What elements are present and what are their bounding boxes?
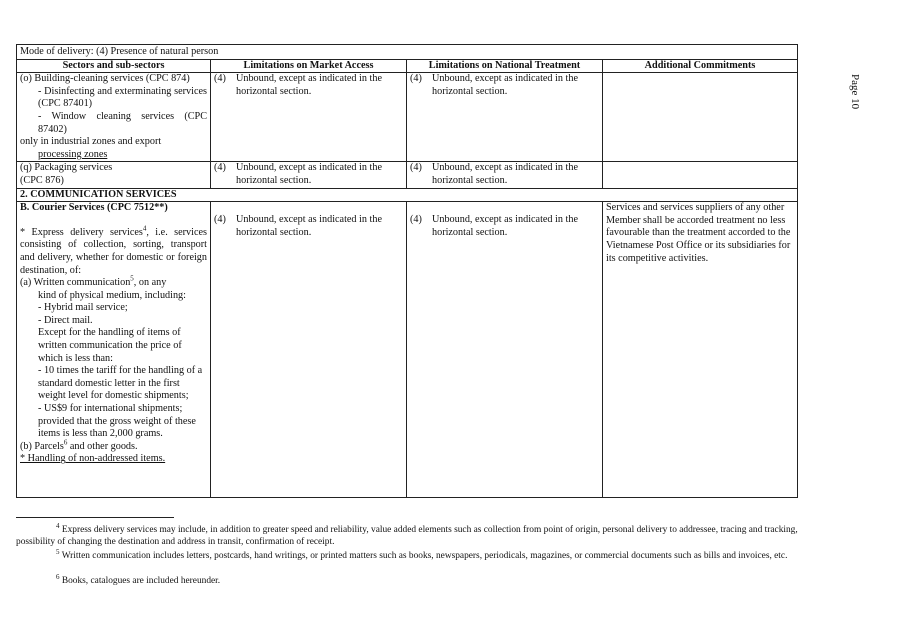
direct-mail-line: - Direct mail. xyxy=(38,314,93,326)
physical-medium-line: kind of physical medium, including: xyxy=(38,289,186,301)
parcels-line: (b) Parcels$^6$ and other goods. xyxy=(20,438,138,452)
ma-o-num: (4) xyxy=(214,73,226,85)
row-communication-header xyxy=(17,188,798,202)
nt-cell-q xyxy=(407,162,603,188)
sector-cell-o xyxy=(17,73,211,162)
nt-courier-num: (4) xyxy=(410,214,422,226)
additional-cell-o xyxy=(603,73,798,162)
additional-courier-text: Services and services suppliers of any other Member shall be accorded treatment no less favourable than the treatment accorded to the Vietnamese Post Office or its subsidiaries for its competitive activities. xyxy=(606,202,791,264)
nt-courier-text: Unbound, except as indicated in the horizontal section. xyxy=(432,214,578,238)
row-building-cleaning xyxy=(17,73,798,162)
sector-o-title: (o) Building-cleaning services (CPC 874) xyxy=(20,73,190,85)
footnote-6 xyxy=(16,572,800,587)
additional-cell-courier xyxy=(603,202,798,498)
nt-q-text: Unbound, except as indicated in the horizontal section. xyxy=(432,162,578,186)
ma-q-text: Unbound, except as indicated in the horizontal section. xyxy=(236,162,382,186)
ma-cell-courier xyxy=(211,202,407,498)
footnote-5 xyxy=(16,547,800,562)
express-delivery-text: * Express delivery services$^4$, i.e. services consisting of collection, sorting, transport and delivery, whether for domestic or foreign destination, of: xyxy=(20,224,207,276)
ma-cell-q xyxy=(211,162,407,188)
provided-line: provided that the gross weight of these items is less than 2,000 grams. xyxy=(38,415,196,440)
footnote-6-marker: 6 xyxy=(56,572,60,581)
sector-o-zones-2: processing zones xyxy=(38,148,108,160)
written-comm-line: (a) Written communication$^5$, on any xyxy=(20,274,167,289)
except-line: Except for the handling of items of written communication the price of which is less than: xyxy=(38,327,182,364)
additional-cell-q xyxy=(603,162,798,188)
header-additional-commitments: Additional Commitments xyxy=(603,59,798,73)
courier-title: B. Courier Services (CPC 7512**) xyxy=(20,202,168,214)
us9-line: - US$9 for international shipments; xyxy=(38,403,183,415)
non-addressed-line: * Handling of non-addressed items. xyxy=(20,453,166,465)
tariff-line: - 10 times the tariff for the handling of a standard domestic letter in the first weight level for domestic shipments; xyxy=(38,365,203,402)
sector-o-window: - Window cleaning services (CPC 87402) xyxy=(38,110,207,135)
footnote-4 xyxy=(16,521,800,548)
ma-q-num: (4) xyxy=(214,162,226,174)
ma-o-text: Unbound, except as indicated in the horizontal section. xyxy=(236,73,382,97)
schedule-table-container xyxy=(16,44,797,498)
sector-o-disinfecting: - Disinfecting and exterminating services (CPC 87401) xyxy=(38,85,207,110)
schedule-table xyxy=(16,44,798,498)
ma-courier-num: (4) xyxy=(214,214,226,226)
nt-o-text: Unbound, except as indicated in the horizontal section. xyxy=(432,73,578,97)
nt-cell-courier xyxy=(407,202,603,498)
nt-o-num: (4) xyxy=(410,73,422,85)
footnote-4-text: Express delivery services may include, in addition to greater speed and reliability, value added elements such as collection from point of origin, personal delivery to addressee, tracing and tracking, possibility of changing the destination and address in transit, confirmation of receipt. xyxy=(16,525,798,547)
mode-of-delivery-row xyxy=(17,45,798,60)
footnote-separator xyxy=(16,517,174,518)
sector-q-cpc: (CPC 876) xyxy=(20,174,64,186)
sector-cell-courier xyxy=(17,202,211,498)
communication-services-heading: 2. COMMUNICATION SERVICES xyxy=(17,188,798,202)
footnote-5-marker: 5 xyxy=(56,547,60,556)
nt-cell-o xyxy=(407,73,603,162)
row-packaging xyxy=(17,162,798,188)
header-market-access: Limitations on Market Access xyxy=(211,59,407,73)
sector-cell-q xyxy=(17,162,211,188)
ma-courier-text: Unbound, except as indicated in the horizontal section. xyxy=(236,214,382,238)
sector-o-zones-1: only in industrial zones and export xyxy=(20,136,162,148)
ma-cell-o xyxy=(211,73,407,162)
footnote-4-marker: 4 xyxy=(56,521,60,530)
sector-q-title: (q) Packaging services xyxy=(20,162,113,174)
footnote-6-text: Books, catalogues are included hereunder. xyxy=(61,576,221,586)
row-courier xyxy=(17,202,798,498)
header-row xyxy=(17,59,798,73)
hybrid-mail-line: - Hybrid mail service; xyxy=(38,302,128,314)
page-number-label: Page 10 xyxy=(849,74,861,110)
footnote-5-text: Written communication includes letters, postcards, hand writings, or printed matters such as books, newspapers, periodicals, magazines, or commercial documents such as bills and invoices, etc. xyxy=(61,551,788,561)
header-sectors: Sectors and sub-sectors xyxy=(17,59,211,73)
mode-of-delivery-cell: Mode of delivery: (4) Presence of natural person xyxy=(17,45,798,60)
header-national-treatment: Limitations on National Treatment xyxy=(407,59,603,73)
nt-q-num: (4) xyxy=(410,162,422,174)
